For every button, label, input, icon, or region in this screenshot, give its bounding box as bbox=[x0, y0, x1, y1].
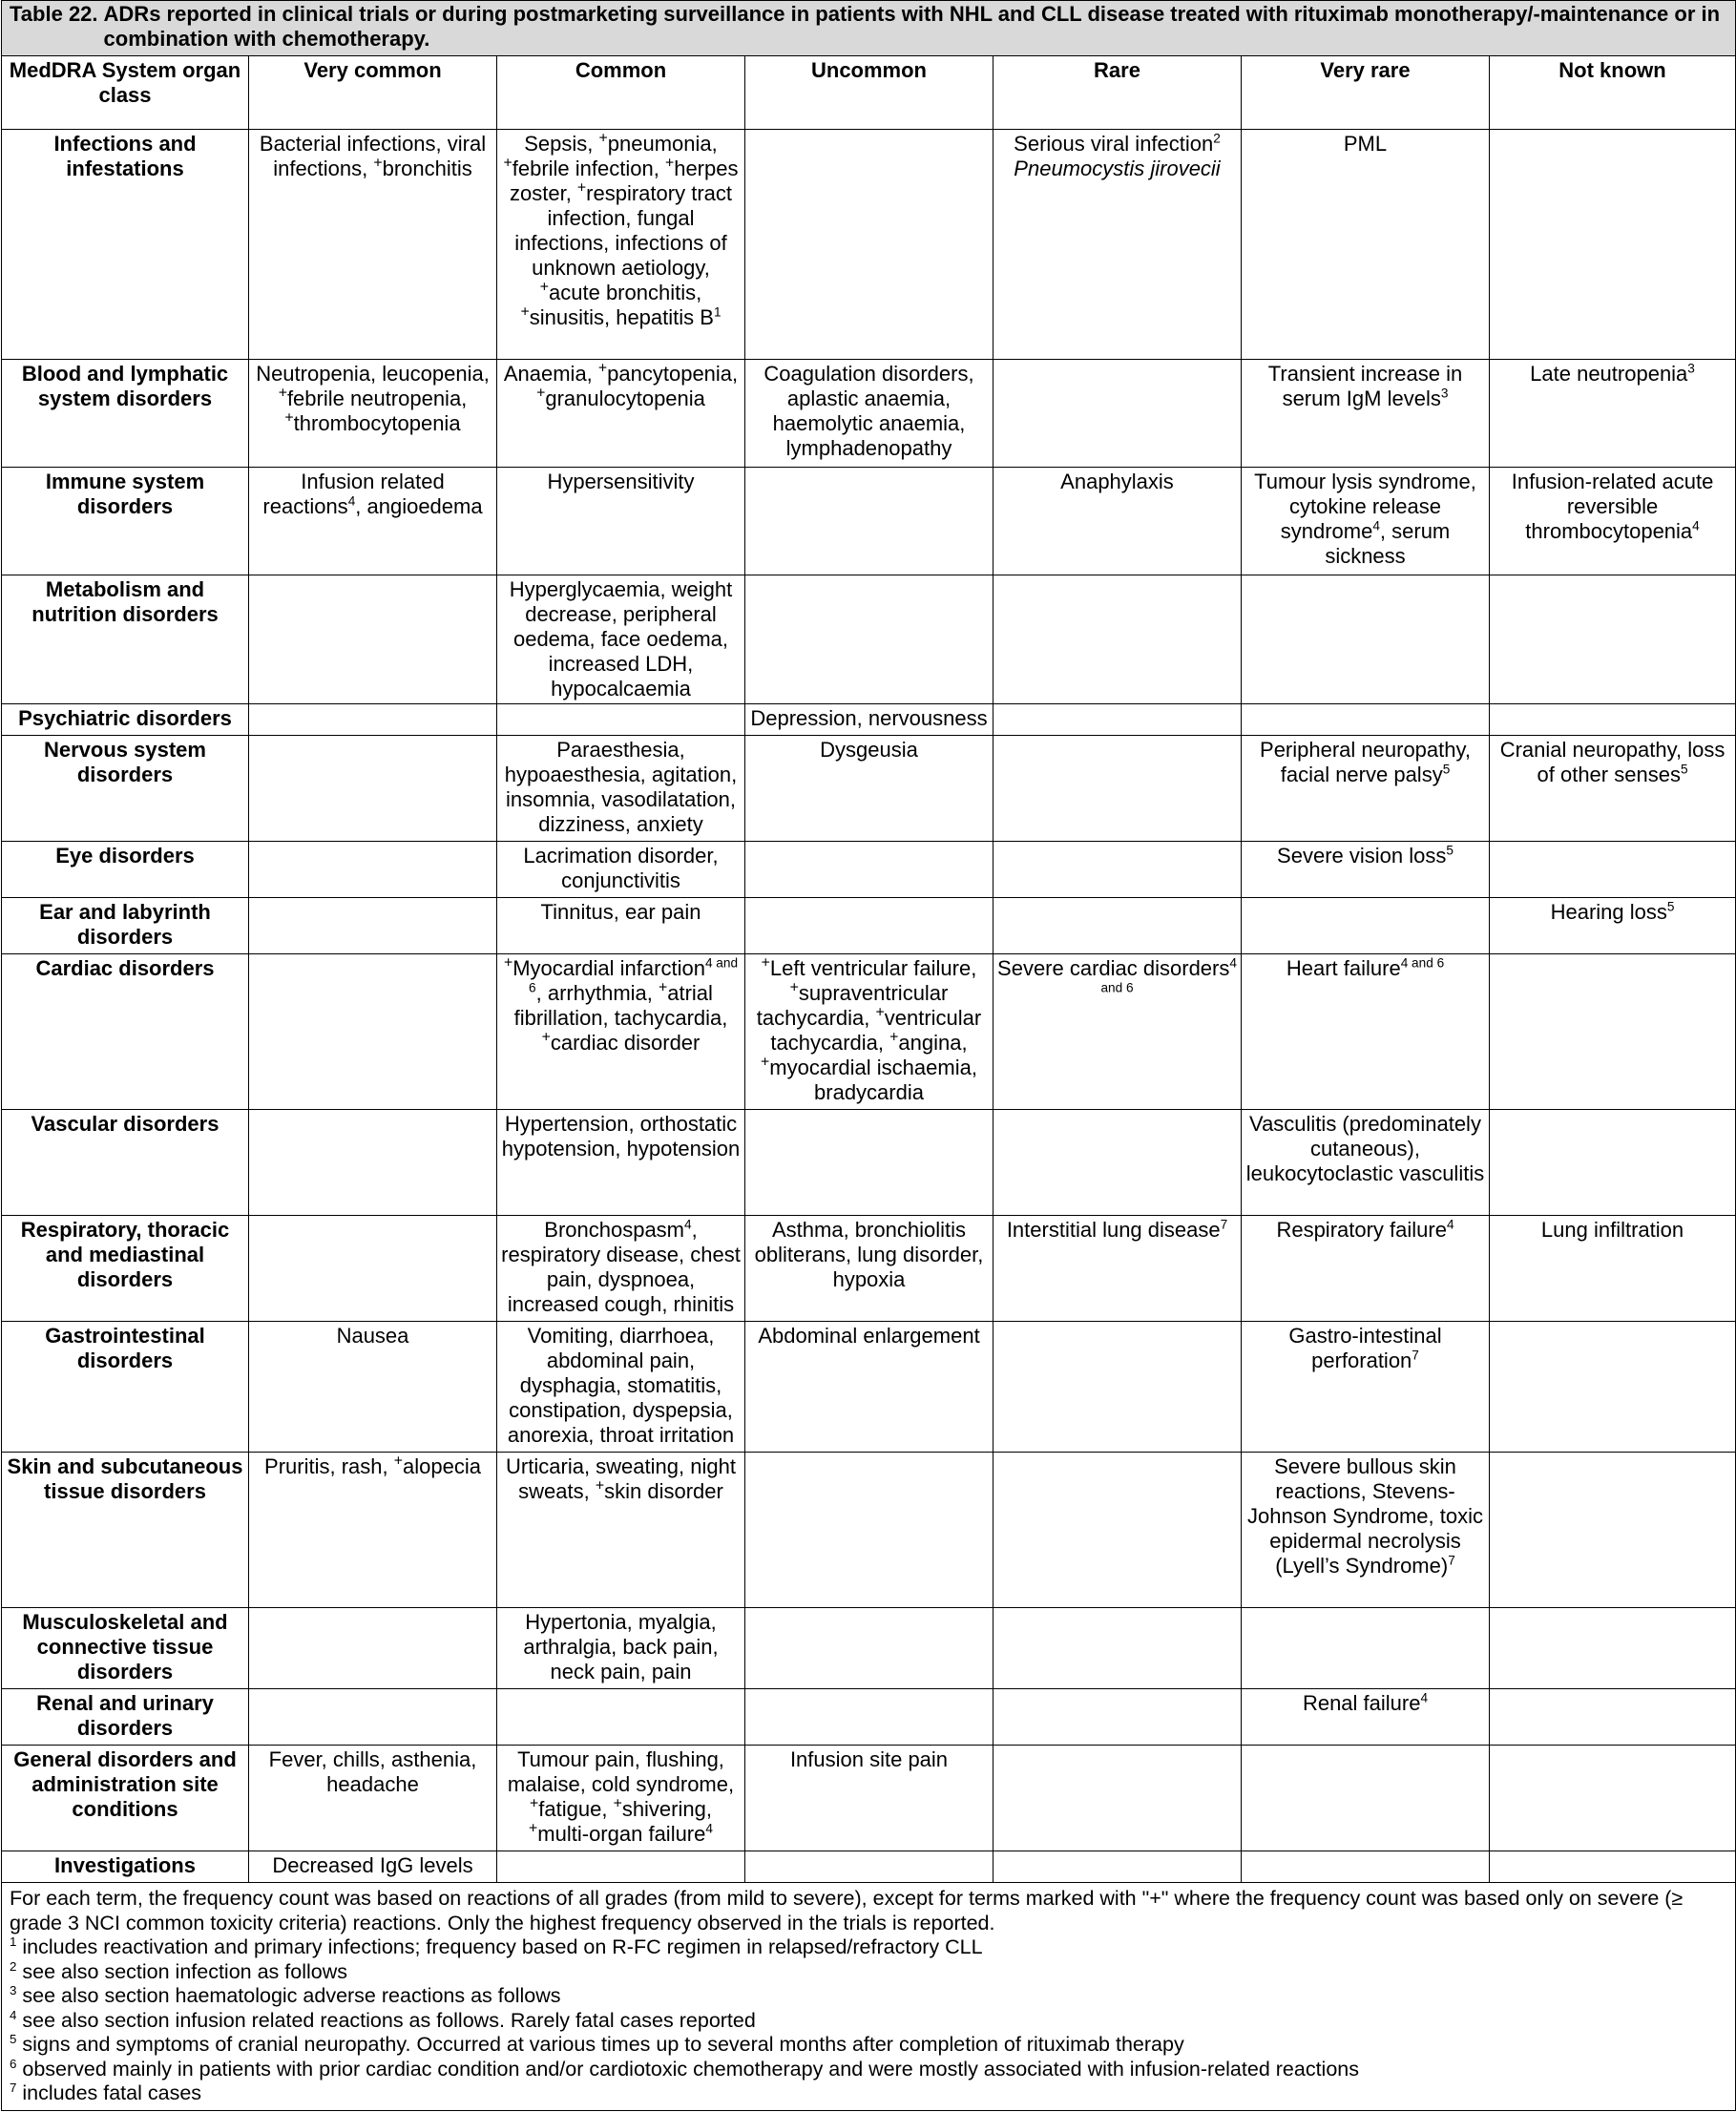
not-known-cell bbox=[1490, 130, 1736, 360]
table-row bbox=[2, 1216, 1736, 1322]
col-header-very-rare: Very rare bbox=[1242, 56, 1490, 130]
not-known-cell bbox=[1490, 704, 1736, 736]
footnote-item: $^6$ observed mainly in patients with prior cardiac condition and/or cardiotoxic chemotherapy and were mostly associated with infusion-related reactions bbox=[10, 2056, 1359, 2081]
uncommon-cell: Depression, nervousness bbox=[745, 704, 993, 736]
table-row bbox=[2, 1689, 1736, 1746]
soc-cell: Investigations bbox=[2, 1851, 249, 1883]
table-row bbox=[2, 1746, 1736, 1851]
rare-cell bbox=[993, 842, 1242, 898]
common-cell: +Myocardial infarction$^{4 and 6}$, arrhythmia, +atrial fibrillation, tachycardia, +cardiac disorder bbox=[497, 954, 745, 1110]
table-row bbox=[2, 1110, 1736, 1216]
not-known-cell bbox=[1490, 1322, 1736, 1453]
common-cell bbox=[497, 704, 745, 736]
footnote-mark: 6 bbox=[10, 2056, 17, 2071]
footnote-item: $^7$ includes fatal cases bbox=[10, 2080, 202, 2104]
common-cell bbox=[497, 1689, 745, 1746]
uncommon-cell: Infusion site pain bbox=[745, 1746, 993, 1851]
table-row bbox=[2, 1608, 1736, 1689]
not-known-cell: Late neutropenia$^3$ bbox=[1490, 360, 1736, 468]
very-rare-cell bbox=[1242, 898, 1490, 954]
very-rare-cell: Gastro-intestinal perforation$^7$ bbox=[1242, 1322, 1490, 1453]
table-row bbox=[2, 842, 1736, 898]
very-rare-cell bbox=[1242, 575, 1490, 704]
very-rare-cell: Renal failure$^4$ bbox=[1242, 1689, 1490, 1746]
table-row bbox=[2, 898, 1736, 954]
footnotes bbox=[2, 1883, 1736, 2111]
soc-cell: Metabolism and nutrition disorders bbox=[2, 575, 249, 704]
rare-cell: Severe cardiac disorders$^{4 and 6}$ bbox=[993, 954, 1242, 1110]
soc-cell: Skin and subcutaneous tissue disorders bbox=[2, 1453, 249, 1608]
soc-cell: Gastrointestinal disorders bbox=[2, 1322, 249, 1453]
uncommon-cell bbox=[745, 130, 993, 360]
table-row bbox=[2, 360, 1736, 468]
caption-row bbox=[2, 1, 1736, 56]
adr-table bbox=[1, 0, 1736, 2111]
not-known-cell bbox=[1490, 1851, 1736, 1883]
rare-cell: Anaphylaxis bbox=[993, 468, 1242, 575]
common-cell: Sepsis, +pneumonia, +febrile infection, +herpes zoster, +respiratory tract infection, fungal infections, infections of unknown aetiology, +acute bronchitis, +sinusitis, hepatitis $B^1$ bbox=[497, 130, 745, 360]
uncommon-cell bbox=[745, 575, 993, 704]
common-cell: Urticaria, sweating, night sweats, +skin disorder bbox=[497, 1453, 745, 1608]
very-common-cell: Pruritis, rash, +alopecia bbox=[249, 1453, 497, 1608]
very-common-cell bbox=[249, 736, 497, 842]
footnote-item: $^1$ includes reactivation and primary infections; frequency based on R-FC regimen in relapsed/refractory CLL bbox=[10, 1934, 983, 1958]
table-caption bbox=[2, 1, 1736, 56]
not-known-cell bbox=[1490, 1453, 1736, 1608]
table-number: Table 22. bbox=[10, 2, 98, 26]
soc-cell: Vascular disorders bbox=[2, 1110, 249, 1216]
very-common-cell: Bacterial infections, viral infections, +bronchitis bbox=[249, 130, 497, 360]
common-cell: Hypersensitivity bbox=[497, 468, 745, 575]
uncommon-cell: Abdominal enlargement bbox=[745, 1322, 993, 1453]
col-header-rare: Rare bbox=[993, 56, 1242, 130]
table-row bbox=[2, 1851, 1736, 1883]
soc-cell: Infections and infestations bbox=[2, 130, 249, 360]
uncommon-cell: Dysgeusia bbox=[745, 736, 993, 842]
very-common-cell: Fever, chills, asthenia, headache bbox=[249, 1746, 497, 1851]
very-common-cell bbox=[249, 704, 497, 736]
common-cell: Paraesthesia, hypoaesthesia, agitation, insomnia, vasodilatation, dizziness, anxiety bbox=[497, 736, 745, 842]
table-row bbox=[2, 704, 1736, 736]
table-row bbox=[2, 736, 1736, 842]
common-cell: Hyperglycaemia, weight decrease, peripheral oedema, face oedema, increased LDH, hypocalcaemia bbox=[497, 575, 745, 704]
uncommon-cell bbox=[745, 1110, 993, 1216]
common-cell: Lacrimation disorder, conjunctivitis bbox=[497, 842, 745, 898]
header-row bbox=[2, 56, 1736, 130]
soc-cell: Cardiac disorders bbox=[2, 954, 249, 1110]
uncommon-cell bbox=[745, 1608, 993, 1689]
soc-cell: Blood and lymphatic system disorders bbox=[2, 360, 249, 468]
footnote-mark: 4 bbox=[10, 2007, 17, 2022]
common-cell: Hypertonia, myalgia, arthralgia, back pain, neck pain, pain bbox=[497, 1608, 745, 1689]
very-common-cell: Decreased IgG levels bbox=[249, 1851, 497, 1883]
rare-cell bbox=[993, 1746, 1242, 1851]
very-rare-cell: Severe bullous skin reactions, Stevens-Johnson Syndrome, toxic epidermal necrolysis (Lyell’s Syndrome)$^7$ bbox=[1242, 1453, 1490, 1608]
rare-cell bbox=[993, 898, 1242, 954]
not-known-cell bbox=[1490, 1110, 1736, 1216]
rare-cell bbox=[993, 1453, 1242, 1608]
table-row bbox=[2, 575, 1736, 704]
soc-cell: Ear and labyrinth disorders bbox=[2, 898, 249, 954]
footnote-intro: For each term, the frequency count was based on reactions of all grades (from mild to severe), except for terms marked with "+" where the frequency count was based only on severe (≥ grade 3 NCI common toxicity criteria) reactions. Only the highest frequency observed in the trials is reported. bbox=[10, 1887, 1684, 1934]
rare-cell bbox=[993, 1608, 1242, 1689]
very-common-cell bbox=[249, 898, 497, 954]
not-known-cell bbox=[1490, 575, 1736, 704]
rare-cell bbox=[993, 360, 1242, 468]
very-rare-cell: Tumour lysis syndrome, cytokine release syndrome$^4$, serum sickness bbox=[1242, 468, 1490, 575]
rare-cell bbox=[993, 1851, 1242, 1883]
uncommon-cell bbox=[745, 1689, 993, 1746]
uncommon-cell: +Left ventricular failure, +supraventricular tachycardia, +ventricular tachycardia, +angina, +myocardial ischaemia, bradycardia bbox=[745, 954, 993, 1110]
footnote-mark: 5 bbox=[10, 2031, 17, 2046]
rare-cell: Interstitial lung disease$^7$ bbox=[993, 1216, 1242, 1322]
very-rare-cell: Heart failure$^{4 and 6}$ bbox=[1242, 954, 1490, 1110]
col-header-very-common: Very common bbox=[249, 56, 497, 130]
common-cell: Vomiting, diarrhoea, abdominal pain, dysphagia, stomatitis, constipation, dyspepsia, anorexia, throat irritation bbox=[497, 1322, 745, 1453]
very-rare-cell bbox=[1242, 1851, 1490, 1883]
table-caption-text: ADRs reported in clinical trials or during postmarketing surveillance in patients with NHL and CLL disease treated with rituximab monotherapy/-maintenance or in combination with chemotherapy. bbox=[103, 2, 1721, 51]
very-common-cell bbox=[249, 842, 497, 898]
rare-cell bbox=[993, 704, 1242, 736]
footnote-mark: 3 bbox=[10, 1982, 17, 1997]
rare-cell bbox=[993, 736, 1242, 842]
very-common-cell bbox=[249, 954, 497, 1110]
footnote-mark: 7 bbox=[10, 2080, 17, 2095]
common-cell: Anaemia, +pancytopenia, +granulocytopenia bbox=[497, 360, 745, 468]
footnote-mark: 2 bbox=[10, 1958, 17, 1974]
common-cell: Bronchospasm$^4$, respiratory disease, chest pain, dyspnoea, increased cough, rhinitis bbox=[497, 1216, 745, 1322]
very-rare-cell bbox=[1242, 1608, 1490, 1689]
uncommon-cell: Asthma, bronchiolitis obliterans, lung disorder, hypoxia bbox=[745, 1216, 993, 1322]
col-header-not-known: Not known bbox=[1490, 56, 1736, 130]
uncommon-cell bbox=[745, 1851, 993, 1883]
footnote-item: $^2$ see also section infection as follows bbox=[10, 1958, 347, 1983]
table-row bbox=[2, 468, 1736, 575]
very-rare-cell: Vasculitis (predominately cutaneous), leukocytoclastic vasculitis bbox=[1242, 1110, 1490, 1216]
not-known-cell bbox=[1490, 1608, 1736, 1689]
very-common-cell: Nausea bbox=[249, 1322, 497, 1453]
not-known-cell bbox=[1490, 842, 1736, 898]
common-cell: Hypertension, orthostatic hypotension, hypotension bbox=[497, 1110, 745, 1216]
very-rare-cell: Transient increase in serum IgM levels$^3$ bbox=[1242, 360, 1490, 468]
not-known-cell: Lung infiltration bbox=[1490, 1216, 1736, 1322]
table-row bbox=[2, 1453, 1736, 1608]
soc-cell: Respiratory, thoracic and mediastinal disorders bbox=[2, 1216, 249, 1322]
uncommon-cell bbox=[745, 842, 993, 898]
very-rare-cell: PML bbox=[1242, 130, 1490, 360]
footnotes-row bbox=[2, 1883, 1736, 2111]
col-header-soc: MedDRA System organ class bbox=[2, 56, 249, 130]
not-known-cell bbox=[1490, 1746, 1736, 1851]
uncommon-cell bbox=[745, 898, 993, 954]
very-common-cell bbox=[249, 1608, 497, 1689]
footnote-list bbox=[10, 1935, 1727, 2106]
table-row bbox=[2, 1322, 1736, 1453]
soc-cell: Eye disorders bbox=[2, 842, 249, 898]
very-rare-cell bbox=[1242, 1746, 1490, 1851]
uncommon-cell: Coagulation disorders, aplastic anaemia, haemolytic anaemia, lymphadenopathy bbox=[745, 360, 993, 468]
footnote-mark: 1 bbox=[10, 1934, 17, 1949]
col-header-common: Common bbox=[497, 56, 745, 130]
soc-cell: Musculoskeletal and connective tissue disorders bbox=[2, 1608, 249, 1689]
very-common-cell bbox=[249, 1110, 497, 1216]
soc-cell: Immune system disorders bbox=[2, 468, 249, 575]
soc-cell: Nervous system disorders bbox=[2, 736, 249, 842]
not-known-cell bbox=[1490, 1689, 1736, 1746]
common-cell bbox=[497, 1851, 745, 1883]
very-rare-cell: Severe vision loss$^5$ bbox=[1242, 842, 1490, 898]
uncommon-cell bbox=[745, 468, 993, 575]
soc-cell: Renal and urinary disorders bbox=[2, 1689, 249, 1746]
rare-cell bbox=[993, 1110, 1242, 1216]
footnote-item: $^5$ signs and symptoms of cranial neuropathy. Occurred at various times up to several months after completion of rituximab therapy bbox=[10, 2031, 1184, 2056]
very-common-cell bbox=[249, 575, 497, 704]
very-rare-cell: Respiratory failure$^4$ bbox=[1242, 1216, 1490, 1322]
very-common-cell bbox=[249, 1216, 497, 1322]
common-cell: Tinnitus, ear pain bbox=[497, 898, 745, 954]
table-row bbox=[2, 954, 1736, 1110]
footnote-item: $^4$ see also section infusion related reactions as follows. Rarely fatal cases reported bbox=[10, 2007, 756, 2032]
footnote-item: $^3$ see also section haematologic adverse reactions as follows bbox=[10, 1982, 561, 2007]
not-known-cell: Hearing loss$^5$ bbox=[1490, 898, 1736, 954]
rare-cell bbox=[993, 575, 1242, 704]
col-header-uncommon: Uncommon bbox=[745, 56, 993, 130]
very-common-cell: Neutropenia, leucopenia, +febrile neutropenia, +thrombocytopenia bbox=[249, 360, 497, 468]
uncommon-cell bbox=[745, 1453, 993, 1608]
not-known-cell bbox=[1490, 954, 1736, 1110]
rare-cell: Serious viral infection$^2$ Pneumocystis jirovecii bbox=[993, 130, 1242, 360]
very-common-cell: Infusion related reactions$^4$, angioedema bbox=[249, 468, 497, 575]
soc-cell: General disorders and administration site conditions bbox=[2, 1746, 249, 1851]
common-cell: Tumour pain, flushing, malaise, cold syndrome, +fatigue, +shivering, +multi-organ failure$^4$ bbox=[497, 1746, 745, 1851]
table-row bbox=[2, 130, 1736, 360]
very-common-cell bbox=[249, 1689, 497, 1746]
not-known-cell: Infusion-related acute reversible thrombocytopenia$^4$ bbox=[1490, 468, 1736, 575]
soc-cell: Psychiatric disorders bbox=[2, 704, 249, 736]
rare-cell bbox=[993, 1322, 1242, 1453]
very-rare-cell: Peripheral neuropathy, facial nerve palsy$^5$ bbox=[1242, 736, 1490, 842]
very-rare-cell bbox=[1242, 704, 1490, 736]
adr-table-body bbox=[2, 130, 1736, 1883]
not-known-cell: Cranial neuropathy, loss of other senses$^5$ bbox=[1490, 736, 1736, 842]
rare-cell bbox=[993, 1689, 1242, 1746]
